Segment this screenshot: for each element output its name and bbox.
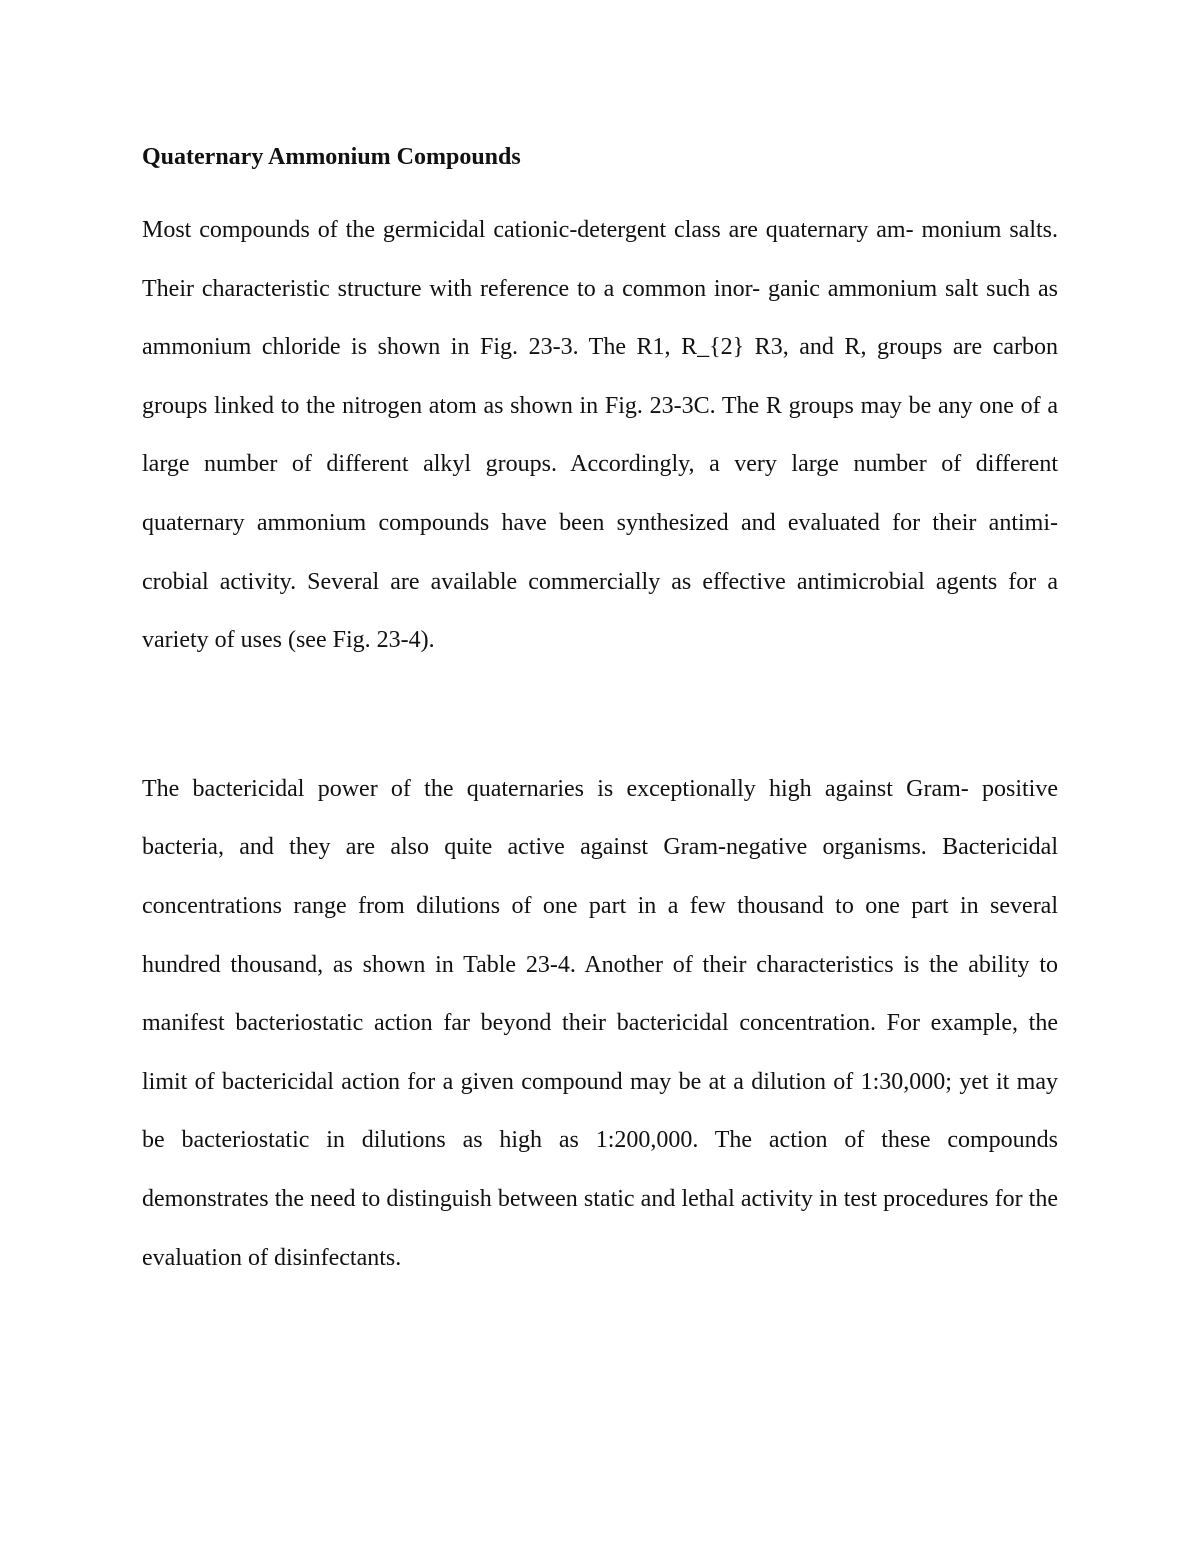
document-body — [142, 141, 1058, 1287]
paragraph-bactericidal-power: The bactericidal power of the quaternaries is exceptionally high against Gram- positive bacteria, and they are also quite active against Gram-negative organisms. Bactericidal concentrations range from dilutions of one part in a few thousand to one part in several hundred thousand, as shown in Table 23-4. Another of their characteristics is the ability to manifest bacteriostatic action far beyond their bactericidal concentration. For example, the limit of bactericidal action for a given compound may be at a dilution of 1:30,000; yet it may be bacteriostatic in dilutions as high as 1:200,000. The action of these compounds demonstrates the need to distinguish between static and lethal activity in test procedures for the evaluation of disinfectants. — [142, 775, 1058, 1271]
paragraph-quaternary-structure: Most compounds of the germicidal cationic-detergent class are quaternary am- monium salts. Their characteristic structure with reference to a common inor- ganic ammonium salt such as ammonium chloride is shown in Fig. 23-3. The R1, R_{2} R3, and R, groups are carbon groups linked to the nitrogen atom as shown in Fig. 23-3C. The R groups may be any one of a large number of different alkyl groups. Accordingly, a very large number of different quaternary ammonium compounds have been synthesized and evaluated for their antimi- crobial activity. Several are available commercially as effective antimicrobial agents for a variety of uses (see Fig. 23-4). — [142, 217, 1058, 654]
section-heading: Quaternary Ammonium Compounds — [142, 144, 521, 170]
